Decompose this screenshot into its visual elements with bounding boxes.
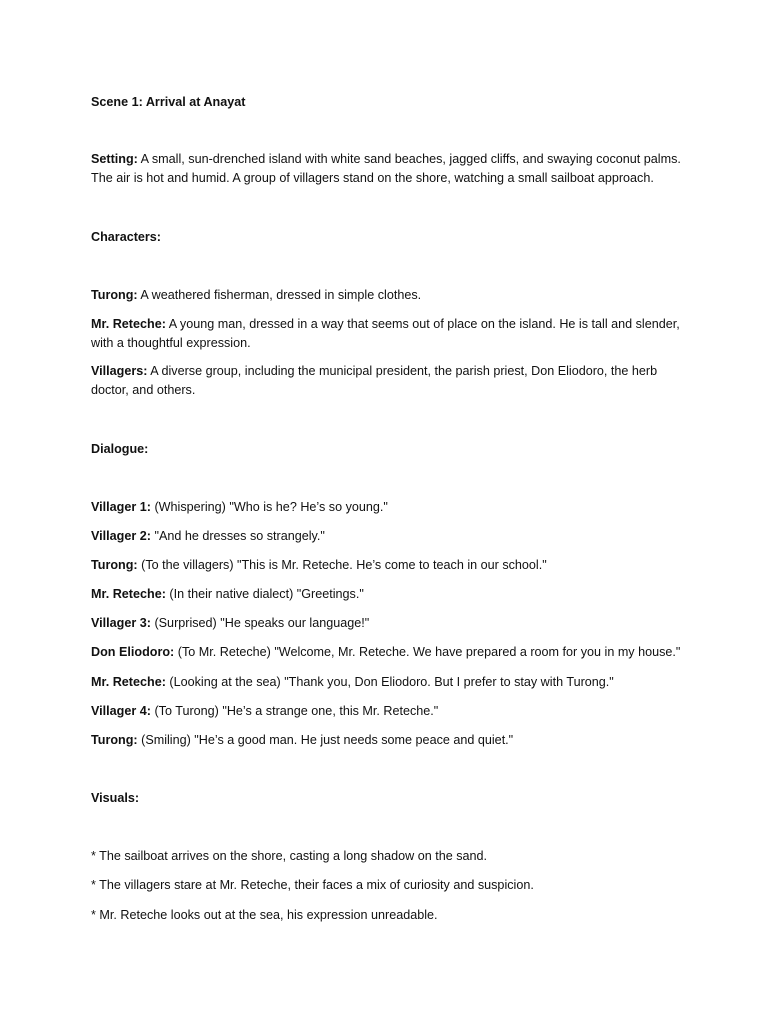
dialogue-line — [91, 527, 691, 546]
character-entry — [91, 286, 691, 305]
character-description: A young man, dressed in a way that seems out of place on the island. He is tall and slender, with a thoughtful expression. — [91, 317, 680, 350]
dialogue-line — [91, 731, 691, 750]
visuals-heading: Visuals: — [91, 791, 140, 805]
dialogue-text: (Looking at the sea) "Thank you, Don Eliodoro. But I prefer to stay with Turong." — [165, 675, 614, 689]
dialogue-line — [91, 585, 691, 604]
character-name: Villagers: — [91, 364, 148, 378]
character-description: A diverse group, including the municipal president, the parish priest, Don Eliodoro, the herb doctor, and others. — [91, 364, 658, 397]
dialogue-speaker: Mr. Reteche: — [91, 587, 166, 601]
visual-item: * The villagers stare at Mr. Reteche, their faces a mix of curiosity and suspicion. — [91, 878, 534, 892]
dialogue-speaker: Turong: — [91, 558, 138, 572]
character-description: A weathered fisherman, dressed in simple clothes. — [137, 288, 422, 302]
setting-text: A small, sun-drenched island with white sand beaches, jagged cliffs, and swaying coconut palms. The air is hot and humid. A group of villagers stand on the shore, watching a small sailboat approach. — [91, 152, 681, 185]
dialogue-text: (In their native dialect) "Greetings." — [165, 587, 364, 601]
visual-item: * The sailboat arrives on the shore, casting a long shadow on the sand. — [91, 849, 488, 863]
dialogue-speaker: Mr. Reteche: — [91, 675, 166, 689]
dialogue-line — [91, 673, 691, 692]
dialogue-text: (Smiling) "He’s a good man. He just needs some peace and quiet." — [137, 733, 514, 747]
dialogue-text: (To Mr. Reteche) "Welcome, Mr. Reteche. We have prepared a room for you in my house." — [174, 645, 681, 659]
character-entry — [91, 315, 691, 353]
dialogue-heading: Dialogue: — [91, 442, 149, 456]
characters-heading: Characters: — [91, 230, 161, 244]
character-entry — [91, 362, 691, 400]
dialogue-speaker: Villager 1: — [91, 500, 151, 514]
dialogue-speaker: Villager 2: — [91, 529, 151, 543]
dialogue-line — [91, 614, 691, 633]
dialogue-speaker: Villager 3: — [91, 616, 151, 630]
dialogue-line — [91, 643, 691, 662]
visual-item: * Mr. Reteche looks out at the sea, his expression unreadable. — [91, 908, 438, 922]
dialogue-speaker: Don Eliodoro: — [91, 645, 175, 659]
character-name: Mr. Reteche: — [91, 317, 166, 331]
dialogue-text: (Surprised) "He speaks our language!" — [150, 616, 370, 630]
dialogue-text: (Whispering) "Who is he? He’s so young." — [150, 500, 388, 514]
character-name: Turong: — [91, 288, 138, 302]
dialogue-text: "And he dresses so strangely." — [150, 529, 325, 543]
dialogue-speaker: Turong: — [91, 733, 138, 747]
dialogue-text: (To Turong) "He’s a strange one, this Mr. Reteche." — [150, 704, 439, 718]
dialogue-line — [91, 498, 691, 517]
setting-label: Setting: — [91, 152, 138, 166]
dialogue-line — [91, 556, 691, 575]
dialogue-line — [91, 702, 691, 721]
scene-title: Scene 1: Arrival at Anayat — [91, 95, 246, 109]
dialogue-text: (To the villagers) "This is Mr. Reteche. He’s come to teach in our school." — [137, 558, 547, 572]
dialogue-speaker: Villager 4: — [91, 704, 151, 718]
setting-paragraph — [91, 150, 691, 188]
